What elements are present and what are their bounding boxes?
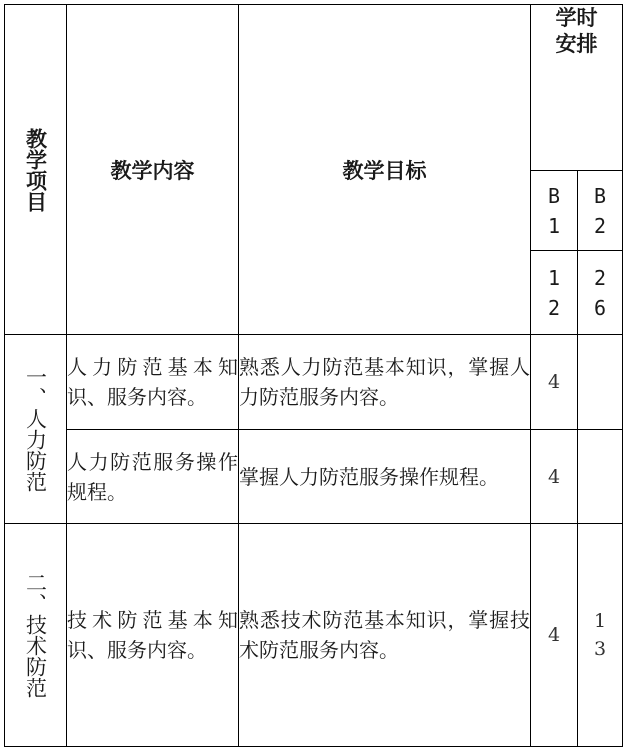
project-1-item-2-b1: 4 [531, 430, 578, 524]
project-1-item-2-b2 [578, 430, 623, 524]
b2-hours-cell [578, 251, 623, 335]
header-schedule: 学时安排 [555, 6, 598, 56]
project-2-cell [5, 524, 67, 747]
header-content: 教学内容 [67, 5, 239, 335]
b1-code-cell [531, 171, 578, 251]
b1-code: B 1 [547, 183, 561, 238]
header-goal: 教学目标 [239, 5, 531, 335]
header-schedule-cell [531, 5, 623, 171]
b2-hours-total: 2 6 [593, 265, 607, 320]
b1-hours-total: 1 2 [547, 265, 561, 320]
project-2-item-1-b1: 4 [531, 524, 578, 747]
project-2-item-1-b2-cell [578, 524, 623, 747]
project-1-item-2-goal: 掌握人力防范服务操作规程。 [239, 430, 531, 524]
project-2-item-1-b2: 1 3 [593, 610, 607, 660]
project-1-item-1-b2 [578, 335, 623, 430]
header-project-cell [5, 5, 67, 335]
curriculum-table [4, 4, 623, 747]
project-1-item-1-content: 人力防范基本知识、服务内容。 [67, 335, 239, 430]
project-1-item-1-goal: 熟悉人力防范基本知识，掌握人力防范服务内容。 [239, 335, 531, 430]
project-1-item-1-b1: 4 [531, 335, 578, 430]
project-1-item-2-content: 人力防范服务操作规程。 [67, 430, 239, 524]
project-2-title: 二、技术防范 [23, 572, 48, 698]
project-1-title: 一、人力防范 [23, 366, 48, 492]
b2-code-cell [578, 171, 623, 251]
b1-hours-cell [531, 251, 578, 335]
project-2-item-1-content: 技术防范基本知识、服务内容。 [67, 524, 239, 747]
header-project: 教学项目 [23, 127, 48, 212]
b2-code: B 2 [593, 183, 607, 238]
project-1-cell [5, 335, 67, 524]
project-2-item-1-goal: 熟悉技术防范基本知识，掌握技术防范服务内容。 [239, 524, 531, 747]
